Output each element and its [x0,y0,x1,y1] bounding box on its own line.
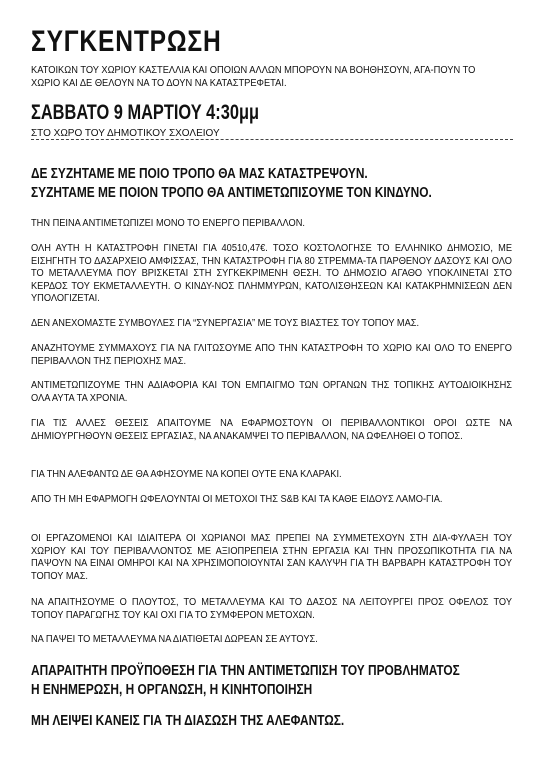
paragraph: ΔΕΝ ΑΝΕΧΟΜΑΣΤΕ ΣΥΜΒΟΥΛΕΣ ΓΙΑ “ΣΥΝΕΡΓΑΣΙΑ” ΜΕ ΤΟΥΣ ΒΙΑΣΤΕΣ ΤΟΥ ΤΟΠΟΥ ΜΑΣ. [31,318,420,329]
paragraph: ΑΝΑΖΗΤΟΥΜΕ ΣΥΜΜΑΧΟΥΣ ΓΙΑ ΝΑ ΓΛΙΤΩΣΟΥΜΕ ΑΠΟ ΤΗΝ ΚΑΤΑΣΤΡΟΦΗ ΤΟ ΧΩΡΙΟ ΚΑΙ ΟΛΟ ΤΟ ΕΝΕΡΓΟ ΠΕΡΙΒΑΛΛΟΝ ΤΗΣ ΠΕΡΙΟΧΗΣ ΜΑΣ. [31,343,512,367]
slogan-line-1: ΔΕ ΣΥΖΗΤΑΜΕ ΜΕ ΠΟΙΟ ΤΡΟΠΟ ΘΑ ΜΑΣ ΚΑΤΑΣΤΡΕΨΟΥΝ. [31,166,368,182]
dashed-divider [31,139,513,140]
footer-line-2: Η ΕΝΗΜΕΡΩΣΗ, Η ΟΡΓΑΝΩΣΗ, Η ΚΙΝΗΤΟΠΟΙΗΣΗ [31,682,313,698]
footer-line-1: ΑΠΑΡΑΙΤΗΤΗ ΠΡΟΫΠΟΘΕΣΗ ΓΙΑ ΤΗΝ ΑΝΤΙΜΕΤΩΠΙΣΗ ΤΟΥ ΠΡΟΒΛΗΜΑΤΟΣ [31,663,460,679]
paragraph: ΤΗΝ ΠΕΙΝΑ ΑΝΤΙΜΕΤΩΠΙΖΕΙ ΜΟΝΟ ΤΟ ΕΝΕΡΓΟ ΠΕΡΙΒΑΛΛΟΝ. [31,218,305,229]
slogan-line-2: ΣΥΖΗΤΑΜΕ ΜΕ ΠΟΙΟΝ ΤΡΟΠΟ ΘΑ ΑΝΤΙΜΕΤΩΠΙΣΟΥΜΕ ΤΟΝ ΚΙΝΔΥΝΟ. [31,185,432,201]
paragraph: ΝΑ ΠΑΨΕΙ ΤΟ ΜΕΤΑΛΛΕΥΜΑ ΝΑ ΔΙΑΤΙΘΕΤΑΙ ΔΩΡΕΑΝ ΣΕ ΑΥΤΟΥΣ. [31,634,318,645]
flyer-title: ΣΥΓΚΕΝΤΡΩΣΗ [31,25,222,58]
paragraph: ΑΠΟ ΤΗ ΜΗ ΕΦΑΡΜΟΓΗ ΩΦΕΛΟΥΝΤΑΙ ΟΙ ΜΕΤΟΧΟΙ ΤΗΣ S&B ΚΑΙ ΤΑ ΚΑΘΕ ΕΙΔΟΥΣ ΛΑΜΟ-ΓΙΑ. [31,494,443,505]
event-place: ΣΤΟ ΧΩΡΟ ΤΟΥ ΔΗΜΟΤΙΚΟΥ ΣΧΟΛΕΙΟΥ [31,128,220,139]
paragraph: ΟΛΗ ΑΥΤΗ Η ΚΑΤΑΣΤΡΟΦΗ ΓΙΝΕΤΑΙ ΓΙΑ 40510,47€. ΤΟΣΟ ΚΟΣΤΟΛΟΓΗΣΕ ΤΟ ΕΛΛΗΝΙΚΟ ΔΗΜΟΣΙΟ, ΜΕ ΕΙΣΗΓΗΤΗ ΤΟ ΔΑΣΑΡΧΕΙΟ ΑΜΦΙΣΣΑΣ, ΤΗΝ ΚΑΤΑΣΤΡΟΦΗ ΓΙΑ 80 ΣΤΡΕΜΜΑ-ΤΑ ΠΑΡΘΕΝΟΥ ΔΑΣΟΥΣ ΚΑΙ ΟΛΟ ΤΟ ΜΕΤΑΛΛΕΥΜΑ ΠΟΥ ΒΡΙΣΚΕΤΑΙ ΣΤΗ ΣΥΓΚΕΚΡΙΜΕΝΗ ΘΕΣΗ. ΤΟ ΔΗΜΟΣΙΟ ΑΓΑΘΟ ΥΠΟΚΛΙΝΕΤΑΙ ΣΤΟ ΚΕΡΔΟΣ ΤΟΥ ΕΚΜΕΤΑΛΛΕΥΤΗ. Ο ΚΙΝΔΥ-ΝΟΣ ΠΛΗΜΜΥΡΩΝ, ΚΑΤΟΛΙΣΘΗΣΕΩΝ ΚΑΙ ΚΑΤΑΚΡΗΜΝΙΣΕΩΝ ΔΕΝ ΥΠΟΛΟΓΙΖΕΤΑΙ. [31,243,512,304]
paragraph: ΓΙΑ ΤΙΣ ΑΛΛΕΣ ΘΕΣΕΙΣ ΑΠΑΙΤΟΥΜΕ ΝΑ ΕΦΑΡΜΟΣΤΟΥΝ ΟΙ ΠΕΡΙΒΑΛΛΟΝΤΙΚΟΙ ΟΡΟΙ ΩΣΤΕ ΝΑ ΔΗΜΙΟΥΡΓΗΘΟΥΝ ΘΕΣΕΙΣ ΕΡΓΑΣΙΑΣ, ΝΑ ΑΝΑΚΑΜΨΕΙ ΤΟ ΠΕΡΙΒΑΛΛΟΝ, ΝΑ ΩΦΕΛΗΘΕΙ Ο ΤΟΠΟΣ. [31,418,512,442]
paragraph: ΑΝΤΙΜΕΤΩΠΙΖΟΥΜΕ ΤΗΝ ΑΔΙΑΦΟΡΙΑ ΚΑΙ ΤΟΝ ΕΜΠΑΙΓΜΟ ΤΩΝ ΟΡΓΑΝΩΝ ΤΗΣ ΤΟΠΙΚΗΣ ΑΥΤΟΔΙΟΙΚΗΣΗΣ ΟΛΑ ΑΥΤΑ ΤΑ ΧΡΟΝΙΑ. [31,380,512,404]
paragraph: ΝΑ ΑΠΑΙΤΗΣΟΥΜΕ Ο ΠΛΟΥΤΟΣ, ΤΟ ΜΕΤΑΛΛΕΥΜΑ ΚΑΙ ΤΟ ΔΑΣΟΣ ΝΑ ΛΕΙΤΟΥΡΓΕΙ ΠΡΟΣ ΟΦΕΛΟΣ ΤΟΥ ΤΟΠΟΥ ΠΑΡΑΓΩΓΗΣ ΤΟΥ ΚΑΙ ΟΧΙ ΓΙΑ ΤΟ ΣΥΜΦΕΡΟΝ ΜΕΤΟΧΩΝ. [31,597,512,621]
flyer-subtitle: ΚΑΤΟΙΚΩΝ ΤΟΥ ΧΩΡΙΟΥ ΚΑΣΤΕΛΛΙΑ ΚΑΙ ΟΠΟΙΩΝ ΑΛΛΩΝ ΜΠΟΡΟΥΝ ΝΑ ΒΟΗΘΗΣΟΥΝ, ΑΓΑ-ΠΟΥΝ ΤΟ ΧΩΡΙΟ ΚΑΙ ΔΕ ΘΕΛΟΥΝ ΝΑ ΤΟ ΔΟΥΝ ΝΑ ΚΑΤΑΣΤΡΕΦΕΤΑΙ. [31,65,476,89]
event-date: ΣΑΒΒΑΤΟ 9 ΜΑΡΤΙΟΥ 4:30μμ [31,101,260,124]
paragraph: ΓΙΑ ΤΗΝ ΑΛΕΦΑΝΤΩ ΔΕ ΘΑ ΑΦΗΣΟΥΜΕ ΝΑ ΚΟΠΕΙ ΟΥΤΕ ΕΝΑ ΚΛΑΡΑΚΙ. [31,469,342,480]
paragraph: ΟΙ ΕΡΓΑΖΟΜΕΝΟΙ ΚΑΙ ΙΔΙΑΙΤΕΡΑ ΟΙ ΧΩΡΙΑΝΟΙ ΜΑΣ ΠΡΕΠΕΙ ΝΑ ΣΥΜΜΕΤΕΧΟΥΝ ΣΤΗ ΔΙΑ-ΦΥΛΑΞΗ ΤΟΥ ΧΩΡΙΟΥ ΚΑΙ ΤΟΥ ΠΕΡΙΒΑΛΛΟΝΤΟΣ ΜΕ ΑΞΙΟΠΡΕΠΕΙΑ ΣΤΗΝ ΕΡΓΑΣΙΑ ΚΑΙ ΤΗΝ ΠΡΟΣΩΠΙΚΟΤΗΤΑ ΓΙΑ ΝΑ ΠΑΨΟΥΝ ΝΑ ΕΙΝΑΙ ΟΜΗΡΟΙ ΚΑΙ ΝΑ ΧΡΗΣΙΜΟΠΟΙΟΥΝΤΑΙ ΣΑΝ ΚΑΛΥΨΗ ΓΙΑ ΤΗ ΒΑΡΒΑΡΗ ΚΑΤΑΣΤΡΟΦΗ ΤΟΥ ΤΟΠΟΥ ΜΑΣ. [31,533,512,582]
footer-line-3: ΜΗ ΛΕΙΨΕΙ ΚΑΝΕΙΣ ΓΙΑ ΤΗ ΔΙΑΣΩΣΗ ΤΗΣ ΑΛΕΦΑΝΤΩΣ. [31,713,345,729]
